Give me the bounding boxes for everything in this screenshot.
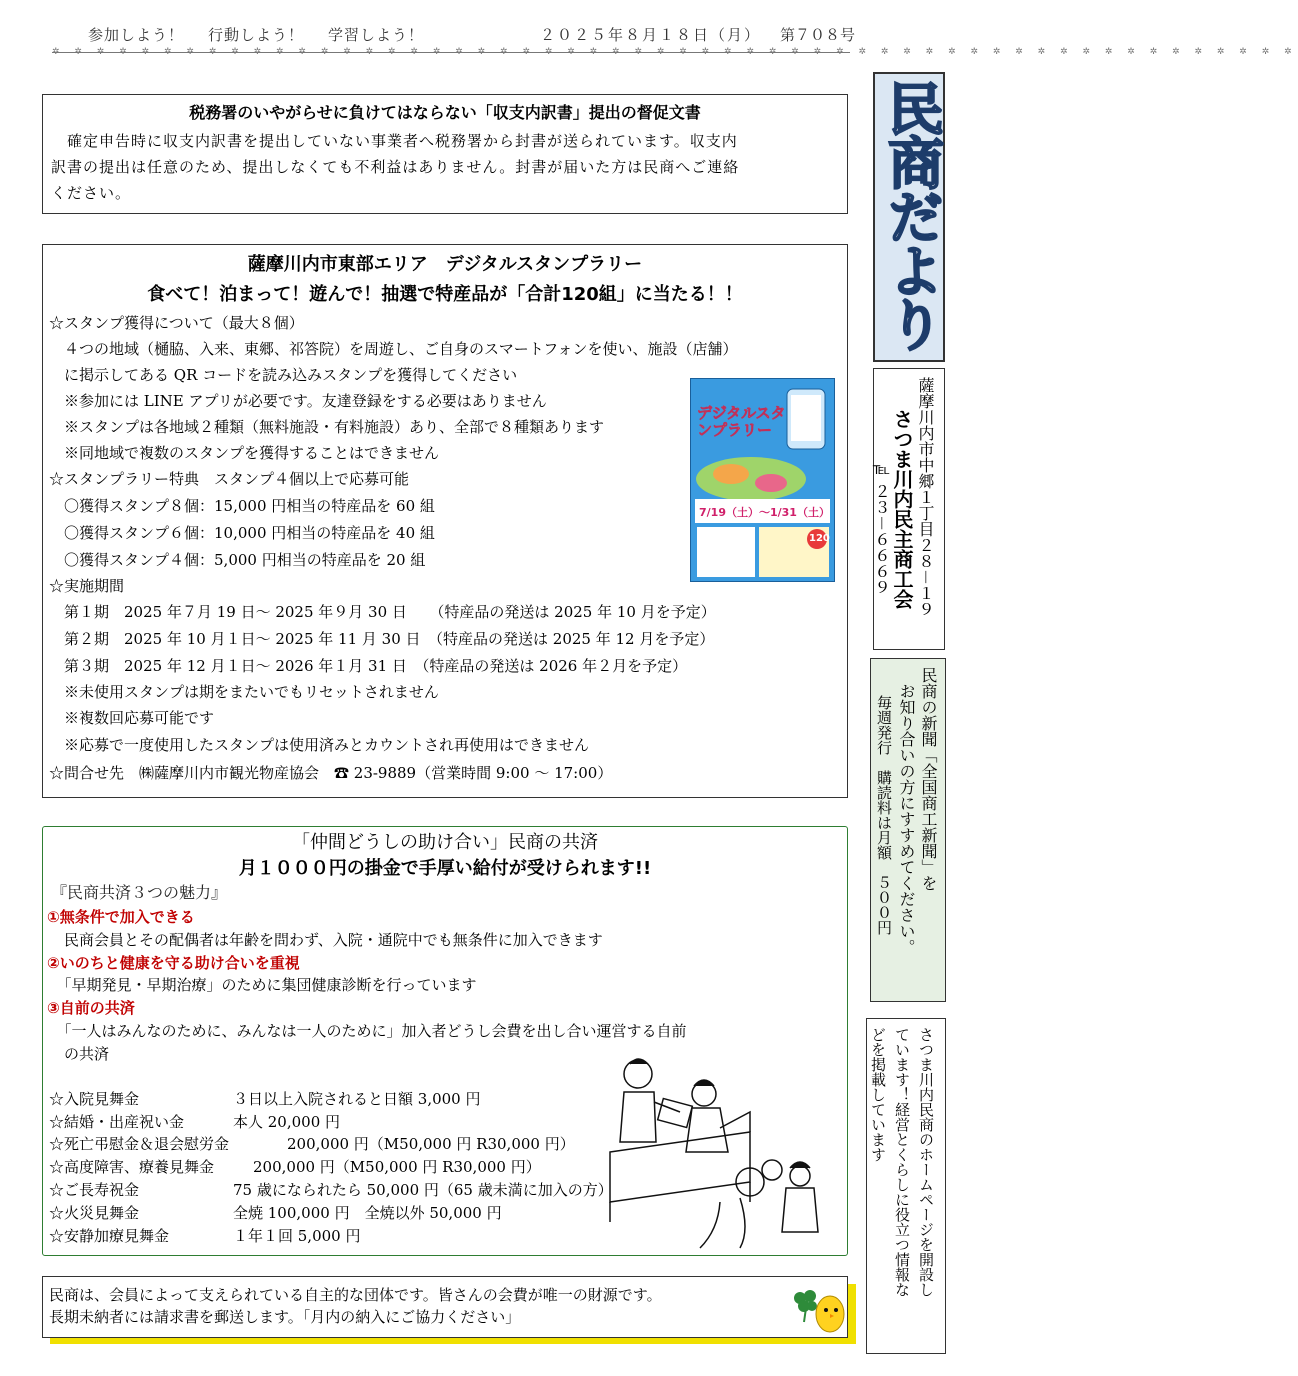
slogan-1: 参加しよう！ (88, 26, 185, 44)
slogan-3: 学習しよう！ (328, 26, 425, 44)
stamp-rally-line: ※未使用スタンプは期をまたいでもリセットされません (49, 683, 439, 701)
stamp-rally-line: 第２期 2025 年 10 月１日～ 2025 年 11 月 30 日 （特産品の発送は 2025 年 12 月を予定） (49, 630, 715, 648)
benefit-name: ☆安静加療見舞金 (49, 1227, 170, 1245)
stamp-rally-title: 薩摩川内市東部エリア デジタルスタンプラリー (247, 254, 643, 275)
stamp-rally-line: ※参加には LINE アプリが必要です。友達登録をする必要はありません (49, 392, 547, 410)
kyosai-point-head: ①無条件で加入できる (47, 908, 195, 926)
org-tel: ℡ ２３－６６６９ (872, 459, 891, 596)
footer-note-line: 民商は、会員によって支えられている自主的な団体です。皆さんの会費が唯一の財源です。 (49, 1286, 662, 1304)
slogan-2: 行動しよう！ (208, 26, 305, 44)
kyosai-point-body: 「早期発見・早期治療」のために集団健康診断を行っています (49, 976, 477, 994)
kyosai-point-body-cont: の共済 (49, 1045, 110, 1063)
stamp-rally-subtitle: 食べて！泊まって！遊んで！抽選で特産品が「合計120組」に当たる！！ (147, 284, 743, 305)
benefit-value: 200,000 円（M50,000 円 R30,000 円） (253, 1158, 541, 1176)
poster-prize-badge: 120 (809, 533, 830, 544)
benefit-name: ☆高度障害、療養見舞金 (49, 1158, 215, 1176)
benefit-name: ☆結婚・出産祝い金 (49, 1113, 185, 1131)
footer-note-line: 長期未納者には請求書を郵送します。「月内の納入にご協力ください」 (49, 1308, 521, 1326)
kyosai-title: 「仲間どうしの助け合い」民商の共済 (292, 832, 598, 853)
tax-notice-line: 訳書の提出は任意のため、提出しなくても不利益はありません。封書が届いた方は民商へご連絡 (51, 158, 740, 176)
tax-notice-box (42, 94, 848, 214)
org-name: さつま川内民主商工会 (890, 409, 914, 609)
header-date: ２０２５年８月１８日（月） (540, 26, 762, 44)
stamp-rally-line: ☆問合せ先 ㈱薩摩川内市観光物産協会 ☎ 23-9889（営業時間 9:00 ～ 17:00） (49, 764, 613, 782)
stamp-rally-line: ※スタンプは各地域２種類（無料施設・有料施設）あり、全部で８種類あります (49, 418, 605, 436)
paper-ad-line-3: 毎週発行 購読料は月額 ５００円 (875, 695, 893, 935)
header-issue: 第７０８号 (780, 26, 856, 44)
homepage-ad-line-3: どを掲載しています (869, 1027, 887, 1162)
benefit-value: 全焼 100,000 円 全焼以外 50,000 円 (233, 1204, 502, 1222)
benefit-name: ☆ご長寿祝金 (49, 1181, 140, 1199)
poster-dates: 7/19（土）〜1/31（土） (699, 506, 830, 519)
poster-title: デジタルスタンプラリー (697, 404, 786, 439)
homepage-ad-line-1: さつま川内民商のホームページを開設し (917, 1027, 935, 1297)
stamp-rally-line: ☆スタンプ獲得について（最大８個） (49, 314, 304, 332)
stamp-rally-line: 第３期 2025 年 12 月１日～ 2026 年１月 31 日 （特産品の発送は 2026 年２月を予定） (49, 657, 688, 675)
header-star-border: ✲ ✲ ✲ ✲ ✲ ✲ ✲ ✲ ✲ ✲ ✲ ✲ ✲ ✲ ✲ ✲ ✲ ✲ ✲ ✲ ✲ ✲ ✲ ✲ ✲ ✲ ✲ ✲ ✲ ✲ ✲ ✲ ✲ ✲ ✲ ✲ ✲ ✲ ✲ ✲ ✲ ✲ ✲ ✲ ✲ ✲ ✲ ✲ ✲ ✲ ✲ ✲ ✲ ✲ ✲ ✲ (52, 47, 1298, 57)
benefit-value: ３日以上入院されると日額 3,000 円 (233, 1090, 481, 1108)
address-box (873, 368, 945, 650)
kyosai-point-body: 「一人はみんなのために、みんなは一人のために」加入者どうし会費を出し合い運営する自前 (49, 1022, 687, 1040)
benefit-name: ☆入院見舞金 (49, 1090, 140, 1108)
stamp-rally-line: ４つの地域（樋脇、入来、東郷、祁答院）を周遊し、ご自身のスマートフォンを使い、施設（店舗） (49, 340, 738, 358)
homepage-ad-line-2: ています！経営とくらしに役立つ情報な (893, 1027, 911, 1297)
address-line: 薩摩川内市中郷１丁目２８－１９ (916, 377, 935, 618)
benefit-value: 200,000 円（M50,000 円 R30,000 円） (287, 1135, 575, 1153)
tax-notice-line: 確定申告時に収支内訳書を提出していない事業者へ税務署から封書が送られています。収支内 (51, 132, 738, 150)
tax-notice-line: ください。 (51, 184, 132, 202)
stamp-rally-line: 〇獲得スタンプ８個：15,000 円相当の特産品を 60 組 (49, 497, 435, 515)
benefit-name: ☆火災見舞金 (49, 1204, 140, 1222)
kyosai-charm-heading: 『民商共済３つの魅力』 (51, 883, 228, 902)
stamp-rally-line: 〇獲得スタンプ４個：5,000 円相当の特産品を 20 組 (49, 551, 426, 569)
stamp-rally-poster (690, 378, 835, 582)
masthead (873, 72, 945, 362)
paper-ad-line-2: お知り合いの方にすすめてください。 (897, 683, 916, 955)
stamp-rally-line: ※複数回応募可能です (49, 709, 215, 727)
stamp-rally-line: 〇獲得スタンプ６個：10,000 円相当の特産品を 40 組 (49, 524, 435, 542)
benefit-value: １年１回 5,000 円 (233, 1227, 361, 1245)
masthead-title: 民商だより (879, 80, 944, 350)
newspaper-ad (870, 658, 946, 1002)
stamp-rally-line: ※応募で一度使用したスタンプは使用済みとカウントされ再使用はできません (49, 736, 590, 754)
benefit-value: 本人 20,000 円 (233, 1113, 341, 1131)
chick-clover-icon (790, 1286, 846, 1338)
stamp-rally-line: ☆スタンプラリー特典 スタンプ４個以上で応募可能 (49, 470, 410, 488)
footer-note-box (42, 1276, 848, 1338)
benefit-name: ☆死亡弔慰金＆退会慰労金 (49, 1135, 230, 1153)
homepage-ad (866, 1018, 946, 1354)
hospital-illustration (600, 1052, 830, 1252)
stamp-rally-line: 第１期 2025 年７月 19 日～ 2025 年９月 30 日 （特産品の発送は 2025 年 10 月を予定） (49, 603, 716, 621)
benefit-value: 75 歳になられたら 50,000 円（65 歳未満に加入の方） (233, 1181, 613, 1199)
kyosai-point-body: 民商会員とその配偶者は年齢を問わず、入院・通院中でも無条件に加入できます (49, 931, 603, 949)
kyosai-subtitle: 月１０００円の掛金で手厚い給付が受けられます!! (238, 858, 652, 879)
kyosai-point-head: ②いのちと健康を守る助け合いを重視 (47, 954, 300, 972)
kyosai-point-head: ③自前の共済 (47, 999, 135, 1017)
stamp-rally-line: に掲示してある QR コードを読み込みスタンプを獲得してください (49, 366, 518, 384)
paper-ad-line-1: 民商の新聞「全国商工新聞」を (919, 667, 938, 891)
tax-notice-title: 税務署のいやがらせに負けてはならない「収支内訳書」提出の督促文書 (189, 103, 701, 122)
header-slogans (88, 24, 448, 45)
stamp-rally-line: ※同地域で複数のスタンプを獲得することはできません (49, 444, 440, 462)
stamp-rally-line: ☆実施期間 (49, 577, 125, 595)
